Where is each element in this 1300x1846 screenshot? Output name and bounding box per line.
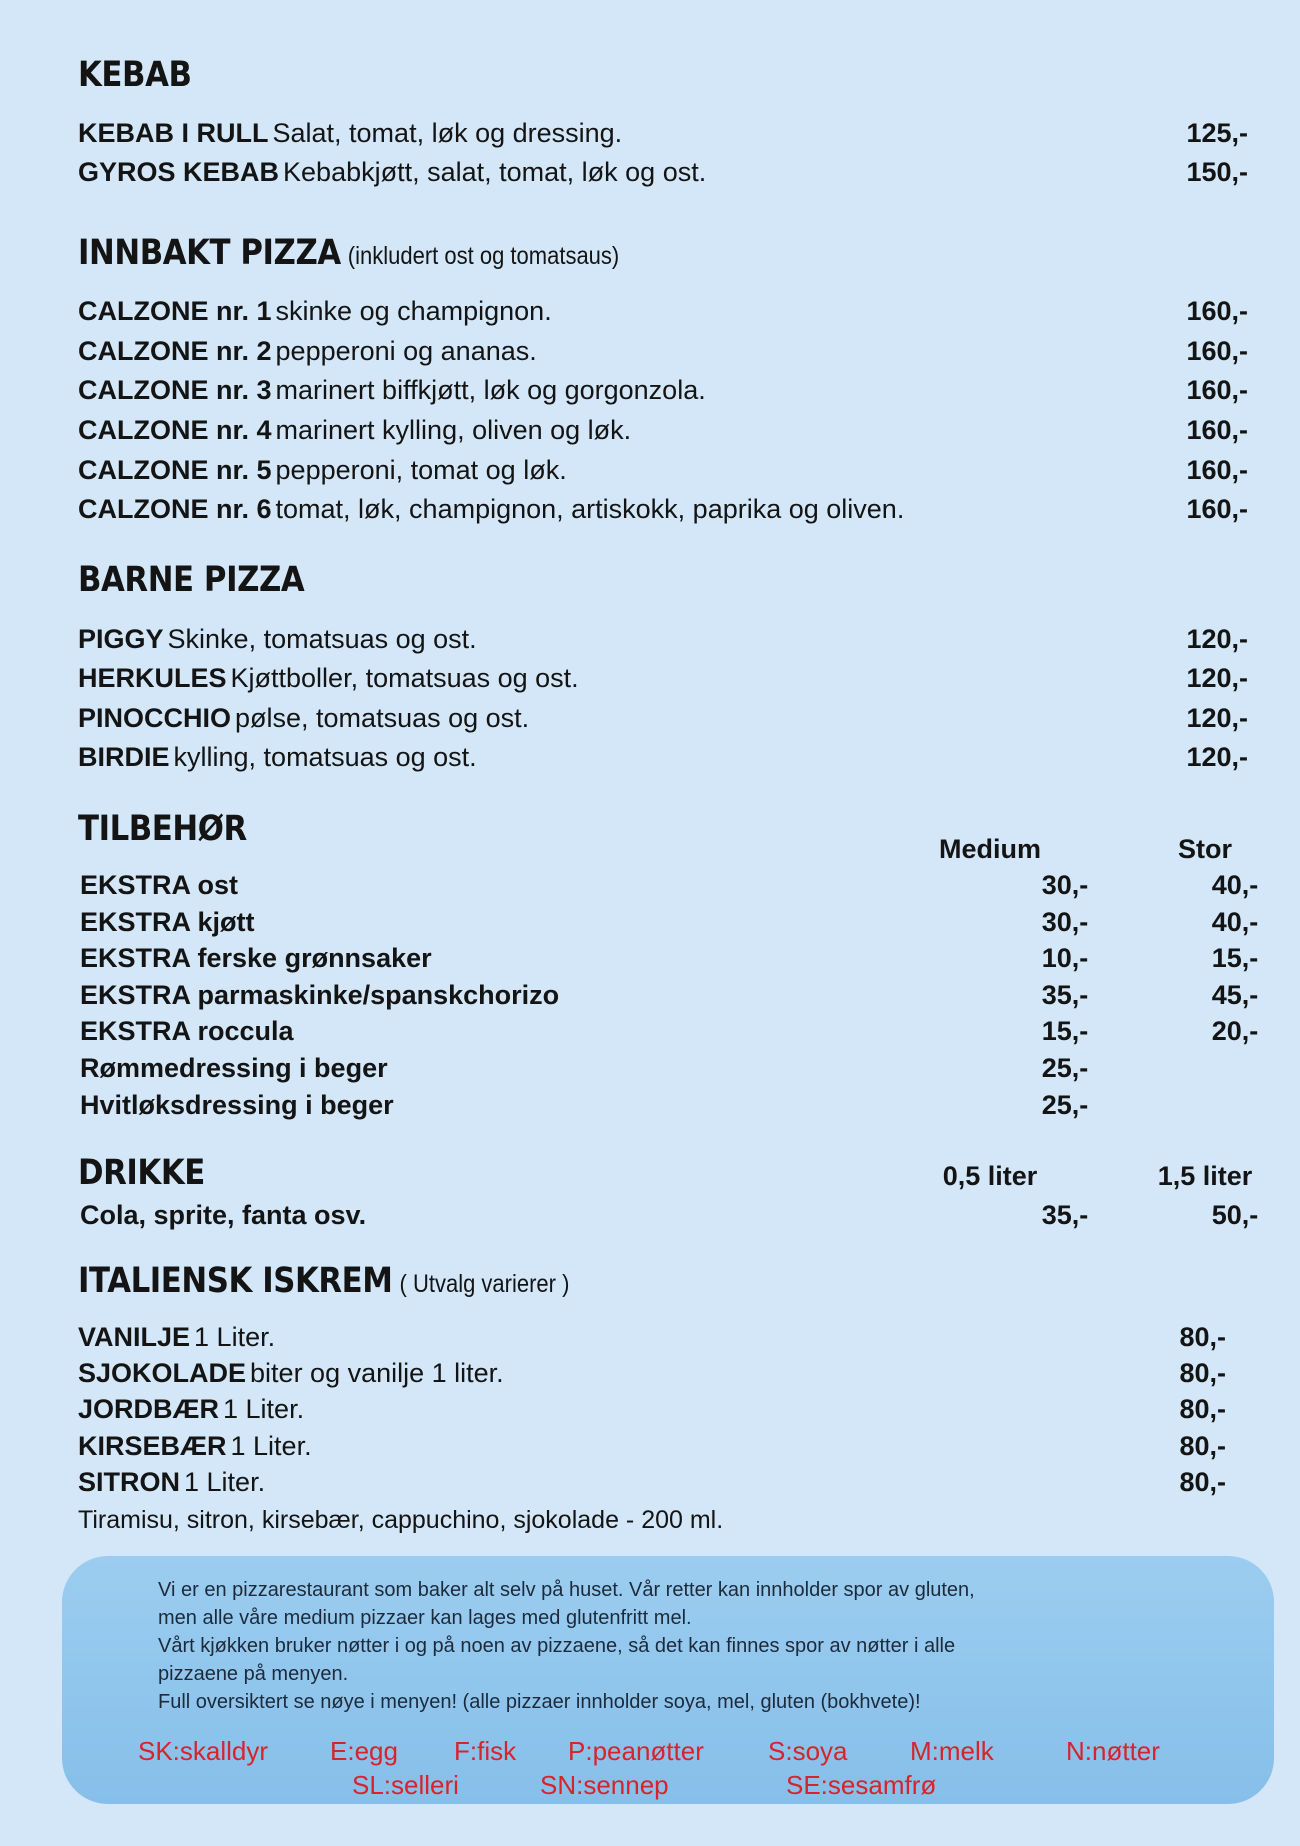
item-name: BIRDIE [78,742,170,772]
price-stor: 45,- [1211,980,1259,1010]
price-small: 35,- [1041,1200,1089,1230]
allergen-code: S:soya [768,1736,848,1766]
column-header-small: 0,5 liter [942,1161,1038,1191]
item-desc: biter og vanilje 1 liter. [250,1358,504,1388]
drink-row [80,1200,1259,1230]
extra-name: EKSTRA parmaskinke/spanskchorizo [80,980,560,1010]
menu-item [78,159,1248,186]
info-line: Vårt kjøkken bruker nøtter i og på noen av pizzaene, så det kan finnes spor av nøtter i alle [158,1635,956,1657]
item-price: 120,- [1186,624,1248,654]
item-price: 160,- [1186,336,1248,366]
section-title-text: INNBAKT PIZZA [78,233,341,273]
item-desc: marinert kylling, oliven og løk. [275,415,632,445]
price-stor: 40,- [1211,870,1259,900]
item-price: 120,- [1186,742,1248,772]
item-price: 125,- [1186,118,1248,148]
extras-row [80,943,1259,973]
item-name: CALZONE nr. 3 [78,375,272,405]
item-desc: Skinke, tomatsuas og ost. [167,624,477,654]
allergen-code: E:egg [330,1736,398,1766]
menu-item [78,1360,1248,1387]
item-name: CALZONE nr. 2 [78,336,272,366]
price-medium: 25,- [1041,1053,1089,1083]
menu-item [78,1324,1248,1351]
item-price: 80,- [1179,1322,1226,1352]
item-price: 80,- [1179,1467,1226,1497]
item-name: PINOCCHIO [78,703,232,733]
item-name: SITRON [78,1467,181,1497]
item-desc: 1 Liter. [184,1467,266,1497]
item-desc: tomat, løk, champignon, artiskokk, paprika og oliven. [275,494,905,524]
allergen-code: SK:skalldyr [138,1736,269,1766]
extras-row [80,870,1259,900]
allergen-code: F:fisk [454,1736,517,1766]
menu-item [78,298,1248,325]
price-large: 50,- [1211,1200,1259,1230]
item-price: 80,- [1179,1431,1226,1461]
section-title-drikke: DRIKKE [78,1153,205,1193]
extras-row [80,1016,1259,1046]
item-desc: Kebabkjøtt, salat, tomat, løk og ost. [283,157,707,187]
item-desc: Kjøttboller, tomatsuas og ost. [230,663,579,693]
extra-name: Rømmedressing i beger [80,1053,388,1083]
section-note: ( Utvalg varierer ) [399,1270,570,1298]
item-name: CALZONE nr. 1 [78,296,272,326]
price-medium: 10,- [1041,943,1089,973]
allergen-code: SN:sennep [540,1770,669,1800]
item-name: CALZONE nr. 4 [78,415,272,445]
section-title-tilbehor: TILBEHØR [78,809,247,849]
price-stor: 15,- [1211,943,1259,973]
menu-item [78,1396,1248,1423]
menu-item [78,417,1248,444]
allergen-code: P:peanøtter [568,1736,704,1766]
menu-item [78,457,1248,484]
item-name: KIRSEBÆR [78,1431,227,1461]
item-price: 160,- [1186,494,1248,524]
menu-item [78,705,1248,732]
item-desc: pepperoni, tomat og løk. [275,455,567,485]
info-text [158,1576,1238,1716]
section-title-kebab: KEBAB [78,55,192,95]
item-desc: kylling, tomatsuas og ost. [173,742,477,772]
item-price: 80,- [1179,1394,1226,1424]
item-price: 160,- [1186,296,1248,326]
item-desc: pølse, tomatsuas og ost. [235,703,530,733]
menu-item [78,665,1248,692]
item-name: VANILJE [78,1322,191,1352]
item-price: 150,- [1186,157,1248,187]
price-medium: 25,- [1041,1090,1089,1120]
menu-item [78,1469,1248,1496]
item-price: 120,- [1186,663,1248,693]
drink-name: Cola, sprite, fanta osv. [80,1200,367,1230]
item-price: 160,- [1186,415,1248,445]
extra-name: Hvitløksdressing i beger [80,1090,394,1120]
price-stor: 20,- [1211,1016,1259,1046]
price-medium: 15,- [1041,1016,1089,1046]
item-desc: pepperoni og ananas. [275,336,537,366]
section-title-iskrem [78,1261,570,1301]
section-title-innbakt-pizza [78,233,620,273]
menu-item [78,120,1248,147]
item-name: JORDBÆR [78,1394,220,1424]
extras-row [80,907,1259,937]
section-title-barne-pizza: BARNE PIZZA [78,560,305,600]
item-name: KEBAB I RULL [78,118,269,148]
section-note: (inkludert ost og tomatsaus) [347,242,620,270]
menu-item [78,377,1248,404]
info-line: Full oversiktert se nøye i menyen! (alle pizzaer innholder soya, mel, gluten (bokhvete)! [158,1691,921,1713]
menu-item [78,496,1248,523]
price-medium: 30,- [1041,870,1089,900]
info-line: Vi er en pizzarestaurant som baker alt selv på huset. Vår retter kan innholder spor av gluten, [158,1579,975,1601]
info-line: men alle våre medium pizzaer kan lages med glutenfritt mel. [158,1607,692,1629]
allergen-code: N:nøtter [1066,1736,1160,1766]
extra-name: EKSTRA roccula [80,1016,294,1046]
section-title-text: ITALIENSK ISKREM [78,1261,393,1301]
item-price: 160,- [1186,455,1248,485]
iskrem-extra-note: Tiramisu, sitron, kirsebær, cappuchino, sjokolade - 200 ml. [78,1506,724,1534]
item-name: HERKULES [78,663,227,693]
menu-item [78,1433,1248,1460]
allergen-code: SL:selleri [352,1770,459,1800]
price-medium: 35,- [1041,980,1089,1010]
extra-name: EKSTRA ost [80,870,239,900]
item-desc: skinke og champignon. [275,296,552,326]
item-name: PIGGY [78,624,164,654]
item-price: 80,- [1179,1358,1226,1388]
extra-name: EKSTRA kjøtt [80,907,255,937]
allergen-info-box [62,1556,1274,1804]
column-header-stor: Stor [1178,834,1232,864]
column-header-large: 1,5 liter [1157,1161,1253,1191]
extras-row [80,980,1259,1010]
price-stor: 40,- [1211,907,1259,937]
menu-item [78,626,1248,653]
item-desc: 1 Liter. [194,1322,276,1352]
allergen-code: M:melk [910,1736,994,1766]
item-desc: marinert biffkjøtt, løk og gorgonzola. [275,375,706,405]
menu-item [78,744,1248,771]
item-name: CALZONE nr. 6 [78,494,272,524]
menu-item [78,338,1248,365]
extras-row [80,1055,1250,1082]
item-desc: Salat, tomat, løk og dressing. [272,118,623,148]
item-desc: 1 Liter. [223,1394,305,1424]
item-name: CALZONE nr. 5 [78,455,272,485]
price-medium: 30,- [1041,907,1089,937]
allergen-code: SE:sesamfrø [786,1770,937,1800]
item-price: 120,- [1186,703,1248,733]
item-name: SJOKOLADE [78,1358,247,1388]
extra-name: EKSTRA ferske grønnsaker [80,943,432,973]
extras-row [80,1092,1250,1119]
item-price: 160,- [1186,375,1248,405]
item-desc: 1 Liter. [230,1431,312,1461]
column-header-medium: Medium [938,834,1041,864]
item-name: GYROS KEBAB [78,157,280,187]
info-line: pizzaene på menyen. [158,1663,349,1685]
